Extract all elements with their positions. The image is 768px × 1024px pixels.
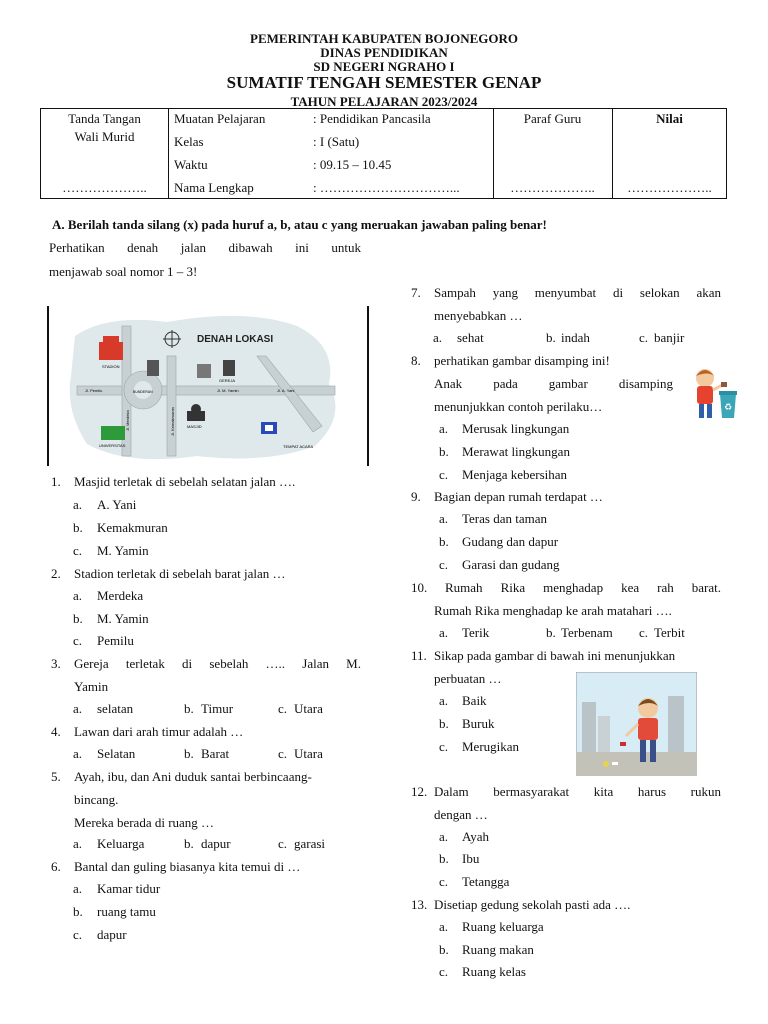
option-text[interactable]: M. Yamin bbox=[97, 543, 149, 558]
question-number: 10. bbox=[411, 580, 428, 595]
question-number: 9. bbox=[411, 489, 421, 504]
option-text[interactable]: Utara bbox=[294, 746, 323, 761]
option-text[interactable]: Merdeka bbox=[97, 588, 144, 603]
option-text[interactable]: Baik bbox=[462, 693, 487, 708]
question-text-cont: Yamin bbox=[74, 679, 109, 694]
option-text[interactable]: M. Yamin bbox=[97, 611, 149, 626]
row-value-time: : 09.15 – 10.45 bbox=[313, 157, 392, 172]
option-letter[interactable]: a. bbox=[433, 330, 443, 345]
question-number: 3. bbox=[51, 656, 61, 671]
row-label-class: Kelas bbox=[174, 134, 204, 149]
option-text[interactable]: Terik bbox=[462, 625, 490, 640]
option-text[interactable]: indah bbox=[561, 330, 590, 345]
student-info-table bbox=[40, 108, 727, 199]
question-text-cont: Anak pada gambar disamping bbox=[434, 376, 673, 391]
option-text[interactable]: A. Yani bbox=[97, 497, 137, 512]
option-letter[interactable]: c. bbox=[439, 557, 449, 572]
option-letter[interactable]: a. bbox=[439, 511, 449, 526]
map-label-universitas: UNIVERSITAS bbox=[99, 443, 126, 448]
option-text[interactable]: Kamar tidur bbox=[97, 881, 161, 896]
option-text[interactable]: garasi bbox=[294, 836, 326, 851]
option-text[interactable]: banjir bbox=[654, 330, 685, 345]
map-label-bunderan: BUNDERAN bbox=[133, 390, 153, 394]
option-text[interactable]: Terbit bbox=[654, 625, 685, 640]
question-text: Bantal dan guling biasanya kita temui di … bbox=[74, 859, 301, 874]
option-letter[interactable]: b. bbox=[73, 611, 83, 626]
recycle-icon: ♻ bbox=[724, 403, 733, 413]
map-label-gereja: GEREJA bbox=[219, 378, 236, 383]
option-letter[interactable]: b. bbox=[546, 625, 556, 640]
option-letter[interactable]: b. bbox=[73, 904, 83, 919]
option-letter[interactable]: a. bbox=[73, 588, 83, 603]
exam-title: SUMATIF TENGAH SEMESTER GENAP bbox=[226, 73, 542, 92]
signature-dots[interactable]: ……………….. bbox=[62, 180, 147, 195]
option-text[interactable]: Merusak lingkungan bbox=[462, 421, 570, 436]
option-text[interactable]: Ruang makan bbox=[462, 942, 534, 957]
question-number: 5. bbox=[51, 769, 61, 784]
question-text-cont: bincang. bbox=[74, 792, 119, 807]
option-letter[interactable]: c. bbox=[278, 746, 288, 761]
option-letter[interactable]: b. bbox=[439, 716, 449, 731]
option-text[interactable]: Merugikan bbox=[462, 739, 520, 754]
header-line-3: SD NEGERI NGRAHO I bbox=[313, 59, 455, 74]
question-text-cont: Rumah Rika menghadap ke arah matahari …. bbox=[434, 603, 672, 618]
option-letter[interactable]: c. bbox=[439, 964, 449, 979]
option-letter[interactable]: a. bbox=[439, 829, 449, 844]
score-label: Nilai bbox=[656, 111, 683, 126]
option-letter[interactable]: c. bbox=[439, 874, 449, 889]
option-text[interactable]: Utara bbox=[294, 701, 323, 716]
option-text[interactable]: Pemilu bbox=[97, 633, 134, 648]
option-text[interactable]: Teras dan taman bbox=[462, 511, 547, 526]
option-letter[interactable]: b. bbox=[73, 520, 83, 535]
option-letter[interactable]: a. bbox=[439, 625, 449, 640]
option-letter[interactable]: a. bbox=[73, 881, 83, 896]
question-text: Sampah yang menyumbat di selokan akan bbox=[434, 285, 721, 300]
row-label-time: Waktu bbox=[174, 157, 208, 172]
option-text[interactable]: Buruk bbox=[462, 716, 495, 731]
option-text[interactable]: Kemakmuran bbox=[97, 520, 168, 535]
question-text-cont: menunjukkan contoh perilaku… bbox=[434, 399, 603, 414]
option-text[interactable]: Terbenam bbox=[561, 625, 613, 640]
boy-recycling-illustration bbox=[688, 366, 740, 422]
question-number: 4. bbox=[51, 724, 61, 739]
header-line-2: DINAS PENDIDIKAN bbox=[320, 45, 448, 60]
question-number: 11. bbox=[411, 648, 427, 663]
option-text[interactable]: Ayah bbox=[462, 829, 489, 844]
option-text[interactable]: Gudang dan dapur bbox=[462, 534, 559, 549]
boy-littering-illustration bbox=[576, 672, 697, 776]
map-title: DENAH LOKASI bbox=[197, 334, 274, 345]
section-a-instruction: A. Berilah tanda silang (x) pada huruf a, b, atau c yang meruakan jawaban paling benar! bbox=[52, 217, 547, 232]
location-map bbox=[47, 306, 369, 466]
option-text[interactable]: Ruang kelas bbox=[462, 964, 526, 979]
teacher-initial-label: Paraf Guru bbox=[523, 111, 582, 126]
map-label-jl-merdeka: Jl. Merdeka bbox=[125, 410, 130, 431]
question-text-cont: dengan … bbox=[434, 807, 488, 822]
question-text: Ayah, ibu, dan Ani duduk santai berbincaang- bbox=[74, 769, 312, 784]
map-label-jl-pemilu: Jl. Pemilu bbox=[85, 388, 103, 393]
question-text: Lawan dari arah timur adalah … bbox=[74, 724, 244, 739]
question-number: 13. bbox=[411, 897, 428, 912]
question-number: 7. bbox=[411, 285, 421, 300]
option-letter[interactable]: a. bbox=[439, 919, 449, 934]
row-label-subject: Muatan Pelajaran bbox=[174, 111, 266, 126]
option-letter[interactable]: c. bbox=[639, 330, 649, 345]
question-text-cont: Mereka berada di ruang … bbox=[74, 815, 215, 830]
row-value-subject: : Pendidikan Pancasila bbox=[313, 111, 431, 126]
signature-label: Tanda Tangan Wali Murid bbox=[68, 111, 141, 144]
question-text-cont: perbuatan … bbox=[434, 671, 502, 686]
teacher-initial-dots[interactable]: ……………….. bbox=[510, 180, 595, 195]
option-letter[interactable]: b. bbox=[184, 836, 194, 851]
question-number: 2. bbox=[51, 566, 61, 581]
option-letter[interactable]: a. bbox=[73, 497, 83, 512]
option-text[interactable]: Barat bbox=[201, 746, 230, 761]
question-text: Bagian depan rumah terdapat … bbox=[434, 489, 603, 504]
option-letter[interactable]: c. bbox=[73, 543, 83, 558]
option-letter[interactable]: c. bbox=[73, 927, 83, 942]
question-text: Dalam bermasyarakat kita harus rukun bbox=[434, 784, 721, 799]
question-text: perhatikan gambar disamping ini! bbox=[434, 353, 610, 368]
option-letter[interactable]: c. bbox=[439, 467, 449, 482]
map-label-jl-kemakmuran: Jl. Kemakmuran bbox=[170, 407, 175, 436]
option-letter[interactable]: c. bbox=[439, 739, 449, 754]
option-text[interactable]: sehat bbox=[457, 330, 484, 345]
question-number: 6. bbox=[51, 859, 61, 874]
row-label-name: Nama Lengkap bbox=[174, 180, 254, 195]
option-text[interactable]: Keluarga bbox=[97, 836, 145, 851]
map-label-jl-yamin: Jl. M. Yamin bbox=[217, 388, 239, 393]
option-letter[interactable]: b. bbox=[184, 746, 194, 761]
question-number: 8. bbox=[411, 353, 421, 368]
question-text: Sikap pada gambar di bawah ini menunjukkan bbox=[434, 648, 676, 663]
option-letter[interactable]: a. bbox=[73, 701, 83, 716]
option-text[interactable]: Timur bbox=[201, 701, 234, 716]
question-number: 1. bbox=[51, 474, 61, 489]
option-text[interactable]: Ruang keluarga bbox=[462, 919, 544, 934]
option-text[interactable]: Merawat lingkungan bbox=[462, 444, 570, 459]
option-text[interactable]: ruang tamu bbox=[97, 904, 156, 919]
question-text-cont: menyebabkan … bbox=[434, 308, 523, 323]
map-label-masjid: MASJID bbox=[187, 424, 202, 429]
option-text[interactable]: Ibu bbox=[462, 851, 480, 866]
option-text[interactable]: selatan bbox=[97, 701, 134, 716]
map-label-jl-yani: Jl. A. Yani bbox=[277, 388, 295, 393]
option-text[interactable]: Selatan bbox=[97, 746, 136, 761]
option-letter[interactable]: a. bbox=[73, 746, 83, 761]
option-text[interactable]: dapur bbox=[97, 927, 127, 942]
question-text: Stadion terletak di sebelah barat jalan … bbox=[74, 566, 286, 581]
option-letter[interactable]: c. bbox=[278, 701, 288, 716]
option-letter[interactable]: c. bbox=[73, 633, 83, 648]
academic-year: TAHUN PELAJARAN 2023/2024 bbox=[290, 94, 478, 109]
option-letter[interactable]: a. bbox=[439, 693, 449, 708]
question-text: Rumah Rika menghadap kea rah barat. bbox=[445, 580, 721, 595]
row-value-class: : I (Satu) bbox=[313, 134, 360, 149]
option-letter[interactable]: a. bbox=[73, 836, 83, 851]
name-field[interactable]: : …………………………... bbox=[313, 180, 460, 195]
question-text: Gereja terletak di sebelah ….. Jalan M. bbox=[74, 656, 361, 671]
option-letter[interactable]: a. bbox=[439, 421, 449, 436]
option-letter[interactable]: b. bbox=[439, 851, 449, 866]
option-letter[interactable]: b. bbox=[546, 330, 556, 345]
map-label-tempat-acara: TEMPAT ACARA bbox=[283, 444, 314, 449]
option-text[interactable]: Menjaga kebersihan bbox=[462, 467, 568, 482]
question-number: 12. bbox=[411, 784, 428, 799]
question-text: Masjid terletak di sebelah selatan jalan …. bbox=[74, 474, 296, 489]
option-text[interactable]: dapur bbox=[201, 836, 231, 851]
option-letter[interactable]: b. bbox=[184, 701, 194, 716]
option-text[interactable]: Tetangga bbox=[462, 874, 510, 889]
map-intro-line-1: Perhatikan denah jalan dibawah ini untuk bbox=[49, 240, 361, 255]
option-letter[interactable]: c. bbox=[639, 625, 649, 640]
option-letter[interactable]: b. bbox=[439, 444, 449, 459]
option-text[interactable]: Garasi dan gudang bbox=[462, 557, 560, 572]
map-label-stadion: STADION bbox=[102, 364, 120, 369]
option-letter[interactable]: b. bbox=[439, 534, 449, 549]
option-letter[interactable]: b. bbox=[439, 942, 449, 957]
question-text: Disetiap gedung sekolah pasti ada …. bbox=[434, 897, 631, 912]
score-dots[interactable]: ……………….. bbox=[627, 180, 712, 195]
option-letter[interactable]: c. bbox=[278, 836, 288, 851]
header-line-1: PEMERINTAH KABUPATEN BOJONEGORO bbox=[250, 31, 518, 46]
map-intro-line-2: menjawab soal nomor 1 – 3! bbox=[49, 264, 198, 279]
